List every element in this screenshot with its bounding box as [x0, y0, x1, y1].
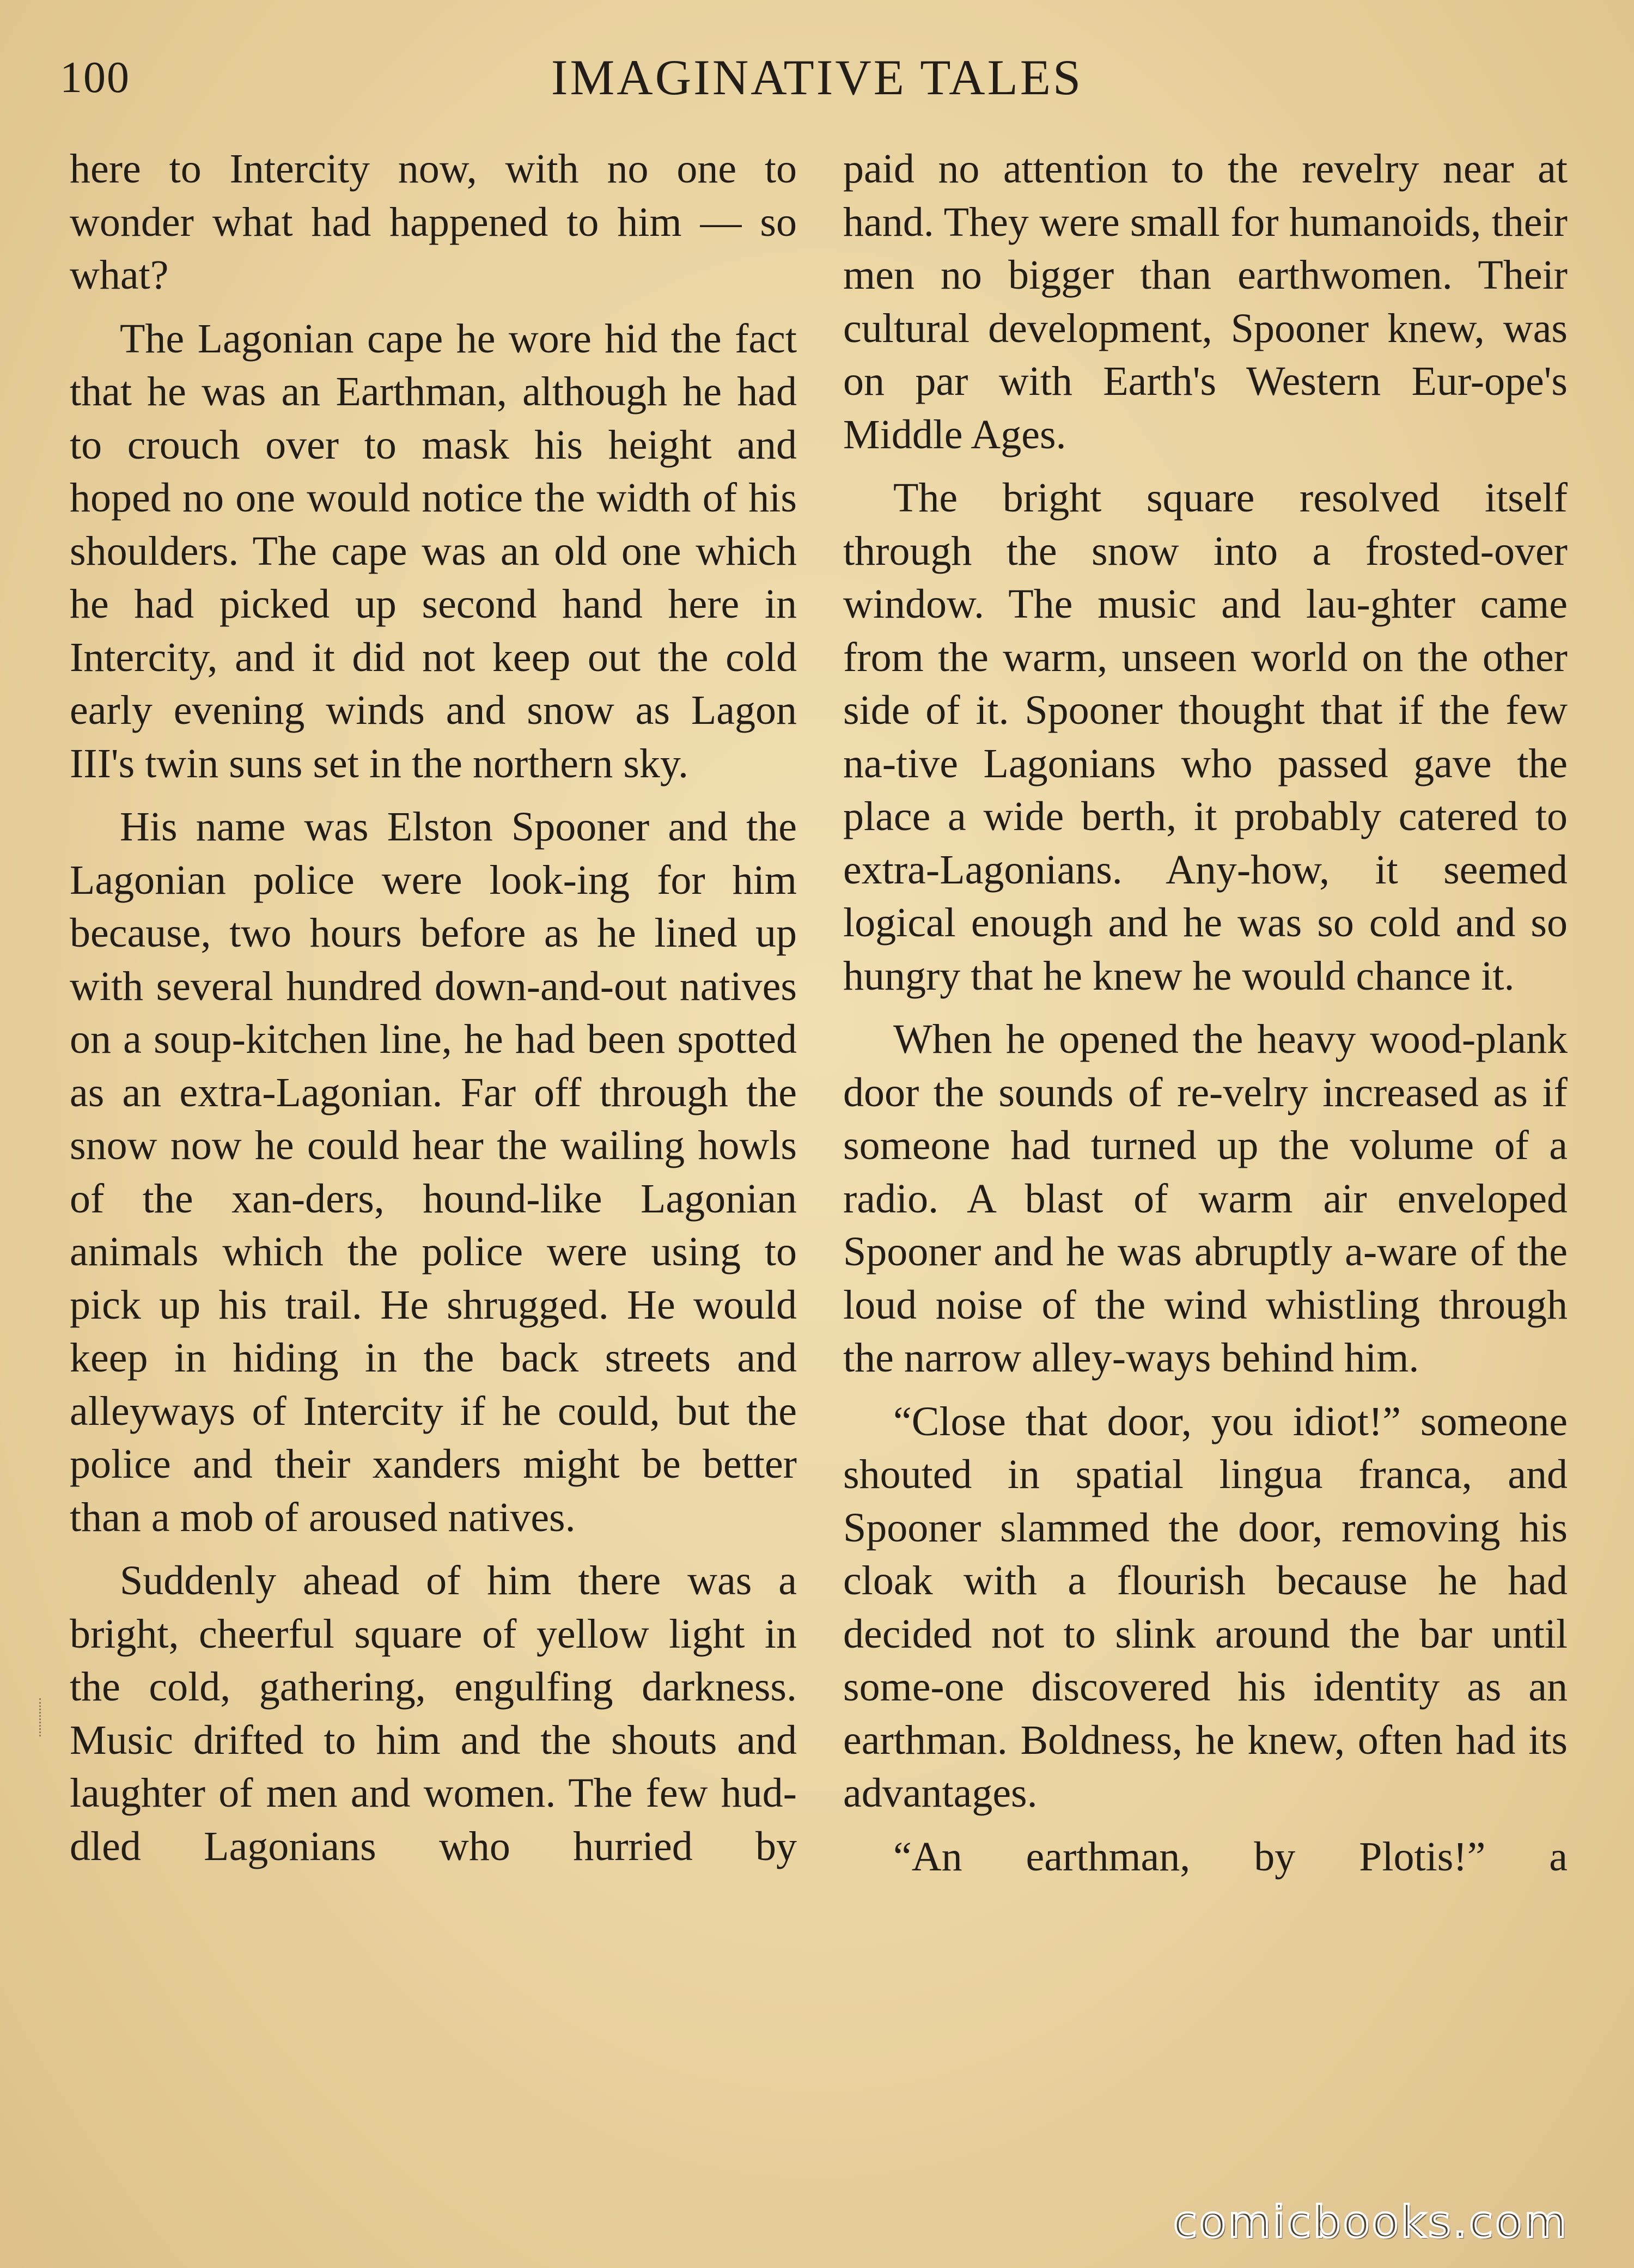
right-column: [843, 143, 1568, 1894]
paragraph: The Lagonian cape he wore hid the fact that he was an Earthman, although he had to crouch over to mask his height and hoped no one would notice the width of his shoulders. The cape was an old one which he had picked up second hand here in Intercity, and it did not keep out the cold early evening winds and snow as Lagon III's twin suns set in the northern sky.: [70, 315, 797, 787]
paragraph: His name was Elston Spooner and the Lagonian police were look-ing for him because, two hours before as he lined up with several hundred down-and-out natives on a soup-kitchen line, he had been spotted as an extra-Lagonian. Far off through the snow now he could hear the wailing howls of the xan-ders, hound-like Lagonian animals which the police were using to pick up his trail. He shrugged. He would keep in hiding in the back streets and alleyways of Intercity if he could, but the police and their xanders might be better than a mob of aroused natives.: [70, 804, 797, 1540]
page-number: 100: [60, 52, 130, 102]
left-column: [70, 143, 797, 1883]
paragraph: here to Intercity now, with no one to wonder what had happened to him — so what?: [70, 146, 797, 298]
paragraph: When he opened the heavy wood-plank door the sounds of re-velry increased as if someone had turned up the volume of a radio. A blast of warm air enveloped Spooner and he was abruptly a-ware of the loud noise of the wind whistling through the narrow alley-ways behind him.: [843, 1016, 1568, 1381]
running-title: IMAGINATIVE TALES: [551, 50, 1083, 105]
paragraph: The bright square resolved itself through the snow into a frosted-over window. The music and lau-ghter came from the warm, unseen world on the other side of it. Spooner thought that if the few na-tive Lagonians who passed gave the place a wide berth, it probably catered to extra-Lagonians. Any-how, it seemed logical enough and he was so cold and so hungry that he knew he would chance it.: [843, 475, 1568, 999]
paragraph: “An earthman, by Plotis!” a: [893, 1833, 1568, 1880]
page-header: [0, 52, 1634, 117]
watermark: comicbooks.com: [1173, 2197, 1569, 2247]
paragraph: Suddenly ahead of him there was a bright, cheerful square of yellow light in the cold, gathering, engulfing darkness. Music drifted to him and the shouts and laughter of men and women. The few hud-dled Lagonians who hurried by: [70, 1558, 797, 1869]
paragraph: paid no attention to the revelry near at hand. They were small for humanoids, their men no bigger than earthwomen. Their cultural development, Spooner knew, was on par with Earth's Western Eur-ope's Middle Ages.: [843, 146, 1568, 458]
paragraph: “Close that door, you idiot!” someone shouted in spatial lingua franca, and Spooner slammed the door, removing his cloak with a flourish because he had decided not to slink around the bar until some-one discovered his identity as an earthman. Boldness, he knew, often had its advantages.: [843, 1398, 1568, 1816]
margin-mark: [39, 1698, 45, 1736]
